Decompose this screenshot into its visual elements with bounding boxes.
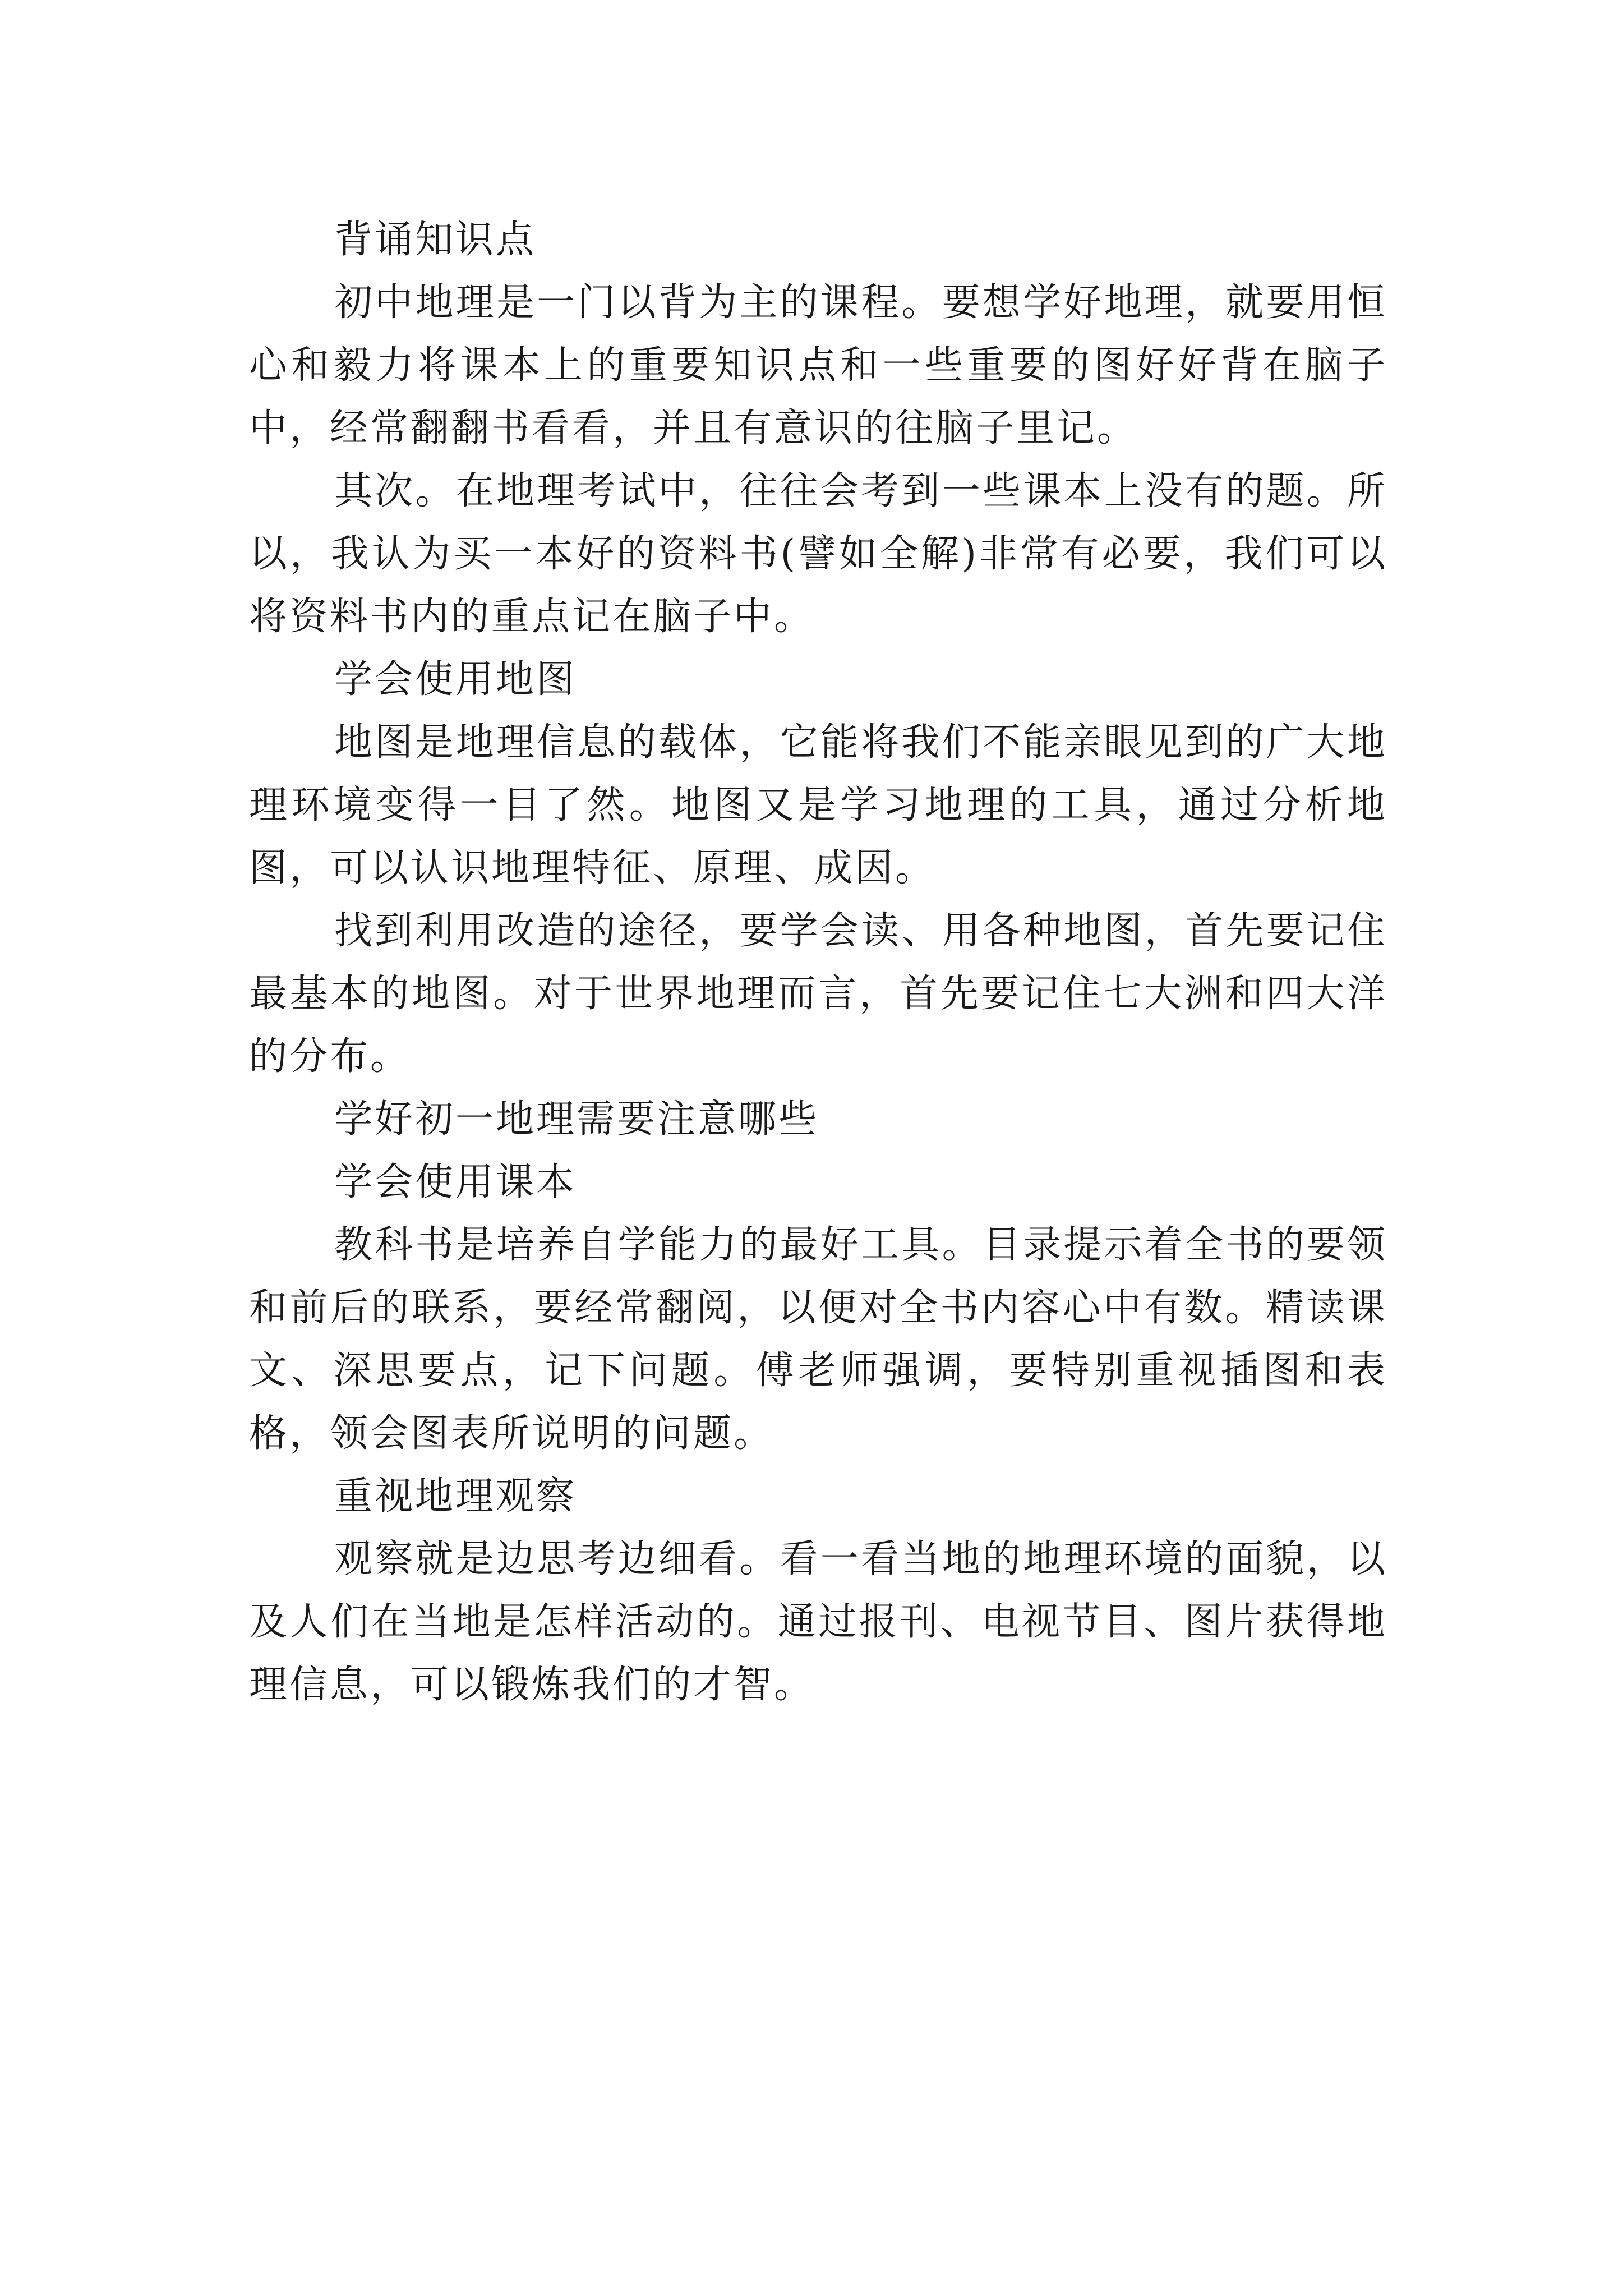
section-heading: 重视地理观察: [334, 1474, 577, 1519]
paragraph: 初中地理是一门以背为主的课程。要想学好地理，就要用恒心和毅力将课本上的重要知识点和一些重要的图好好背在脑子中，经常翻翻书看看，并且有意识的往脑子里记。: [249, 280, 1387, 450]
paragraph: 地图是地理信息的载体，它能将我们不能亲眼见到的广大地理环境变得一目了然。地图又是学习地理的工具，通过分析地图，可以认识地理特征、原理、成因。: [249, 720, 1387, 890]
paragraph: 观察就是边思考边细看。看一看当地的地理环境的面貌，以及人们在当地是怎样活动的。通过报刊、电视节目、图片获得地理信息，可以锻炼我们的才智。: [249, 1537, 1387, 1707]
section-heading: 学好初一地理需要注意哪些: [334, 1097, 819, 1142]
document-body: [249, 209, 1387, 1717]
paragraph: 其次。在地理考试中，往往会考到一些课本上没有的题。所以，我认为买一本好的资料书(譬如全解)非常有必要，我们可以将资料书内的重点记在脑子中。: [249, 469, 1387, 639]
section-heading: 学会使用课本: [334, 1160, 577, 1204]
paragraph: 教科书是培养自学能力的最好工具。目录提示着全书的要领和前后的联系，要经常翻阅，以便对全书内容心中有数。精读课文、深思要点，记下问题。傅老师强调，要特别重视插图和表格，领会图表所说明的问题。: [249, 1223, 1387, 1456]
paragraph: 找到利用改造的途径，要学会读、用各种地图，首先要记住最基本的地图。对于世界地理而言，首先要记住七大洲和四大洋的分布。: [249, 909, 1387, 1079]
section-heading: 学会使用地图: [334, 657, 577, 702]
section-heading: 背诵知识点: [334, 218, 537, 262]
